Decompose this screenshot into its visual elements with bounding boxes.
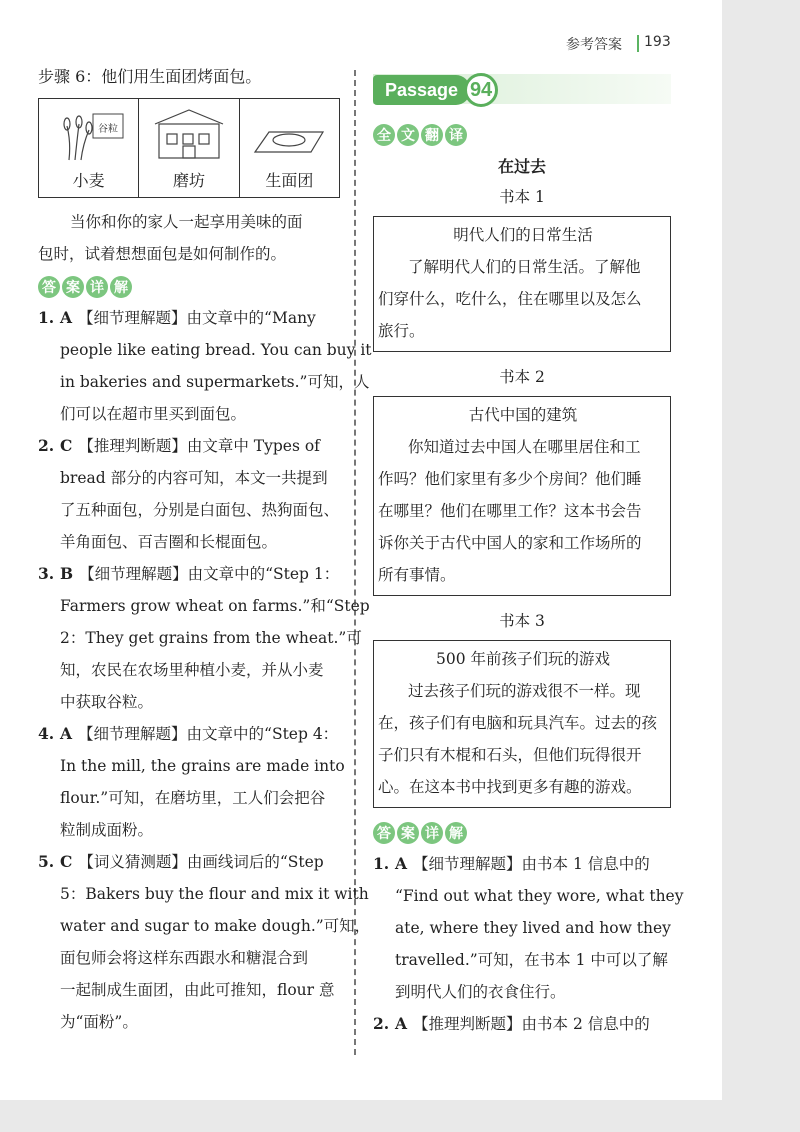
translation-title: 在过去 [497, 157, 546, 176]
book-line: 在，孩子们有电脑和玩具汽车。过去的孩 [378, 714, 658, 732]
answer-number: 3. [38, 564, 55, 583]
answers-section-badge [373, 822, 671, 844]
answer-line: ate, where they lived and how they [395, 919, 671, 937]
answer-number: 4. [38, 724, 55, 743]
book-label: 书本 1 [499, 188, 545, 206]
badge-char: 案 [397, 822, 419, 844]
badge-char: 解 [445, 822, 467, 844]
answer-text: 【细节理解题】由文章中的“Many [78, 309, 316, 327]
answer-line: 到明代人们的衣食住行。 [395, 983, 566, 1001]
answer-text: 【细节理解题】由文章中的“Step 4： [78, 725, 339, 743]
badge-char: 全 [373, 124, 395, 146]
book-line: 旅行。 [378, 322, 425, 340]
vocab-word: 小麦 [72, 171, 105, 190]
answer-line [38, 846, 338, 878]
answer-line: 5：Bakers buy the flour and mix it with [60, 885, 369, 903]
answer-text: 【词义猜测题】由画线词后的“Step [78, 853, 324, 871]
answer-number: 2. [373, 1014, 390, 1033]
answer-line: 粒制成面粉。 [60, 821, 154, 839]
header-separator [637, 35, 639, 52]
answer-line: water and sugar to make dough.”可知， [60, 917, 371, 935]
answer-text: 【推理判断题】由书本 2 信息中的 [413, 1015, 650, 1033]
answer-number: 1. [38, 308, 55, 327]
book-title: 明代人们的日常生活 [453, 226, 593, 244]
answer-number: 1. [373, 854, 390, 873]
badge-char: 详 [421, 822, 443, 844]
answer-option: C [60, 852, 73, 871]
book-box [373, 396, 671, 596]
answer-option: B [60, 564, 74, 583]
answer-item [38, 430, 338, 558]
book-line: 作吗？他们家里有多少个房间？他们睡 [378, 470, 642, 488]
answer-line: flour.”可知，在磨坊里，工人们会把谷 [60, 789, 326, 807]
answer-line: 一起制成生面团，由此可推知，flour 意 [60, 981, 335, 999]
badge-char: 解 [110, 276, 132, 298]
answer-line: “Find out what they wore, what they [395, 887, 684, 905]
book-box [373, 640, 671, 808]
answer-line: 为“面粉”。 [60, 1013, 138, 1031]
answer-line [373, 1008, 671, 1040]
passage-banner [373, 72, 671, 108]
answer-line: in bakeries and supermarkets.”可知，人 [60, 373, 370, 391]
dough-icon [249, 112, 329, 162]
intro-paragraph [38, 206, 338, 270]
answer-line: 羊角面包、百吉圈和长棍面包。 [60, 533, 278, 551]
answers-section-badge [38, 276, 338, 298]
right-column [373, 72, 684, 1040]
vocab-word: 生面团 [265, 171, 314, 190]
book-line: 了解明代人们的日常生活。了解他 [408, 258, 641, 276]
answer-line [38, 430, 338, 462]
answer-number: 5. [38, 852, 55, 871]
book-box [373, 216, 671, 352]
answer-item [38, 846, 371, 1038]
answer-option: A [60, 724, 73, 743]
answer-line [38, 718, 338, 750]
answer-option: A [60, 308, 73, 327]
wheat-icon [49, 112, 129, 162]
answer-line: Farmers grow wheat on farms.”和“Step [60, 597, 370, 615]
step-line: 步骤 6：他们用生面团烤面包。 [38, 67, 262, 86]
vocab-table [38, 98, 340, 198]
book-title: 500 年前孩子们玩的游戏 [435, 650, 610, 668]
translation-section-badge [373, 124, 671, 146]
vocab-cell-dough [240, 99, 339, 197]
left-column [38, 64, 372, 1038]
badge-char: 案 [62, 276, 84, 298]
badge-char: 翻 [421, 124, 443, 146]
answer-text: 【细节理解题】由书本 1 信息中的 [413, 855, 650, 873]
page-number: 193 [644, 34, 671, 50]
book-label: 书本 2 [499, 368, 545, 386]
text-line: 当你和你的家人一起享用美味的面 [70, 213, 303, 231]
answer-option: C [60, 436, 73, 455]
answer-line: 知，农民在农场里种植小麦，并从小麦 [60, 661, 324, 679]
badge-char: 答 [38, 276, 60, 298]
answer-item [373, 848, 684, 1008]
answer-text: 【推理判断题】由文章中 Types of [78, 437, 320, 455]
answer-line: In the mill, the grains are made into [60, 757, 345, 775]
answer-line [373, 848, 671, 880]
answer-line: 面包师会将这样东西跟水和糖混合到 [60, 949, 309, 967]
text-line: 包时，试着想想面包是如何制作的。 [38, 245, 287, 263]
book-line: 所有事情。 [378, 566, 456, 584]
answer-line [38, 558, 338, 590]
wheat-icon-label: 谷粒 [97, 124, 118, 135]
answer-line: 们可以在超市里买到面包。 [60, 405, 247, 423]
book-line: 过去孩子们玩的游戏很不一样。现 [408, 682, 641, 700]
answer-line: 了五种面包，分别是白面包、热狗面包、 [60, 501, 340, 519]
answer-item [38, 718, 345, 846]
answer-option: A [395, 854, 408, 873]
badge-char: 详 [86, 276, 108, 298]
badge-char: 译 [445, 124, 467, 146]
passage-number: 94 [464, 73, 498, 107]
book-title: 古代中国的建筑 [468, 406, 578, 424]
answer-line: 中获取谷粒。 [60, 693, 154, 711]
book-line: 你知道过去中国人在哪里居住和工 [408, 438, 641, 456]
answer-line: 2：They get grains from the wheat.”可 [60, 629, 362, 647]
answer-item [38, 558, 370, 718]
header-label: 参考答案 [566, 37, 622, 53]
passage-label: Passage [373, 75, 470, 105]
answer-line: people like eating bread. You can buy it [60, 341, 372, 359]
answer-text: 【细节理解题】由文章中的“Step 1： [79, 565, 340, 583]
vocab-word: 磨坊 [172, 171, 205, 190]
vocab-cell-mill [139, 99, 239, 197]
answer-item [38, 302, 372, 430]
answer-line: travelled.”可知，在书本 1 中可以了解 [395, 951, 668, 969]
answer-item [373, 1008, 671, 1040]
badge-char: 答 [373, 822, 395, 844]
book-label: 书本 3 [499, 612, 545, 630]
answer-number: 2. [38, 436, 55, 455]
mill-building-icon [149, 106, 229, 162]
badge-char: 文 [397, 124, 419, 146]
answer-option: A [395, 1014, 408, 1033]
book-line: 诉你关于古代中国人的家和工作场所的 [378, 534, 642, 552]
answer-line [38, 302, 338, 334]
answer-line: bread 部分的内容可知，本文一共提到 [60, 469, 328, 487]
book-line: 们穿什么，吃什么，住在哪里以及怎么 [378, 290, 642, 308]
vocab-cell-wheat [39, 99, 139, 197]
book-line: 心。在这本书中找到更多有趣的游戏。 [378, 778, 642, 796]
book-line: 子们只有木棍和石头，但他们玩得很开 [378, 746, 642, 764]
book-line: 在哪里？他们在哪里工作？这本书会告 [378, 502, 642, 520]
